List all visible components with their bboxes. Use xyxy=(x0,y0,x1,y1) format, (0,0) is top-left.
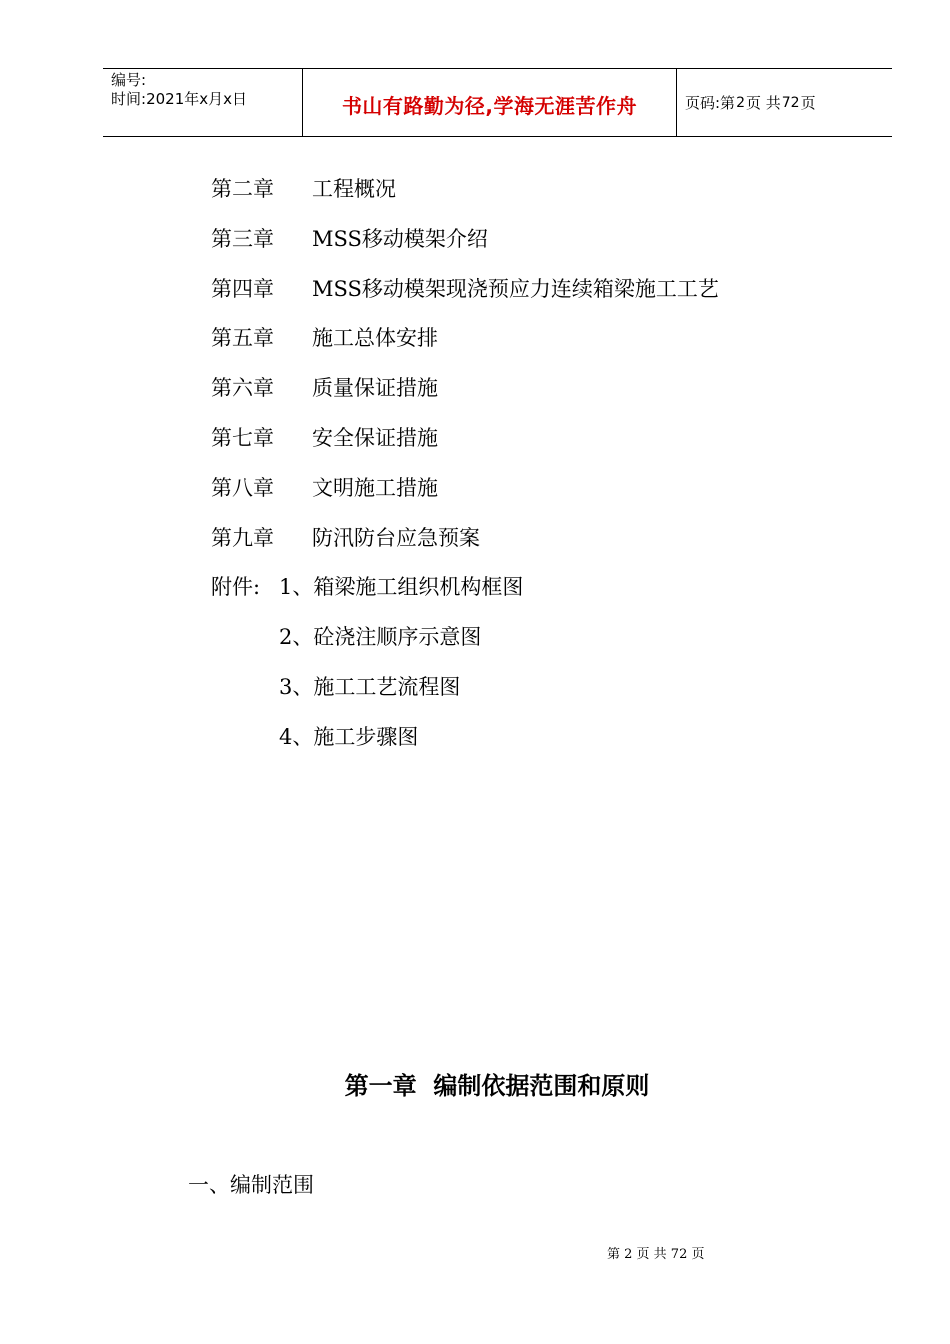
toc-chapter: 第九章 xyxy=(211,525,274,550)
toc-item xyxy=(211,174,719,224)
attachment-text: 1、箱梁施工组织机构框图 xyxy=(279,575,524,600)
toc-chapter: 第六章 xyxy=(211,376,274,401)
header-meta xyxy=(103,69,303,136)
toc-chapter: 第五章 xyxy=(211,326,274,351)
time-line xyxy=(111,90,302,109)
toc-title: MSS移动模架现浇预应力连续箱梁施工工艺 xyxy=(312,276,719,301)
toc-item xyxy=(211,224,719,274)
toc-item xyxy=(211,523,719,573)
number-label: 编号: xyxy=(111,71,147,89)
attachment-text: 4、施工步骤图 xyxy=(279,724,419,749)
page-sep: 页 共 xyxy=(745,94,781,112)
toc-item xyxy=(211,373,719,423)
header-page-info xyxy=(677,69,892,136)
attachment-item xyxy=(211,622,719,672)
attachment-item xyxy=(211,672,719,722)
toc-title: 文明施工措施 xyxy=(312,475,438,500)
time-value: 2021年x月x日 xyxy=(146,90,247,108)
toc-item xyxy=(211,473,719,523)
attachment-text: 2、砼浇注顺序示意图 xyxy=(279,625,482,650)
attachment-item xyxy=(211,722,719,772)
page-current: 2 xyxy=(736,94,745,111)
toc-item xyxy=(211,323,719,373)
toc-title: 质量保证措施 xyxy=(312,376,438,401)
attachment-label: 附件: xyxy=(211,575,261,600)
toc-title: 工程概况 xyxy=(312,177,396,201)
toc-chapter: 第四章 xyxy=(211,276,274,301)
table-of-contents xyxy=(211,174,719,772)
toc-title: 防汛防台应急预案 xyxy=(312,525,480,550)
toc-chapter: 第七章 xyxy=(211,425,274,450)
page-footer: 第 2 页 共 72 页 xyxy=(607,1247,705,1262)
page-label: 页码:第 xyxy=(685,94,736,112)
page-total: 72 xyxy=(781,94,800,111)
section-heading: 一、编制范围 xyxy=(188,1173,314,1197)
toc-item xyxy=(211,423,719,473)
attachment-item xyxy=(211,572,719,622)
toc-chapter: 第八章 xyxy=(211,475,274,500)
toc-title: 施工总体安排 xyxy=(312,326,438,351)
toc-title: MSS移动模架介绍 xyxy=(312,226,488,251)
page-suffix: 页 xyxy=(800,94,816,112)
header-motto: 书山有路勤为径,学海无涯苦作舟 xyxy=(341,94,638,118)
page-header xyxy=(103,68,892,137)
chapter-heading: 第一章 编制依据范围和原则 xyxy=(344,1072,650,1100)
toc-chapter: 第二章 xyxy=(211,177,274,201)
time-label: 时间: xyxy=(111,90,147,108)
attachment-text: 3、施工工艺流程图 xyxy=(279,674,461,699)
toc-title: 安全保证措施 xyxy=(312,425,438,450)
header-motto-cell xyxy=(303,69,677,136)
toc-item xyxy=(211,274,719,324)
toc-chapter: 第三章 xyxy=(211,226,274,251)
